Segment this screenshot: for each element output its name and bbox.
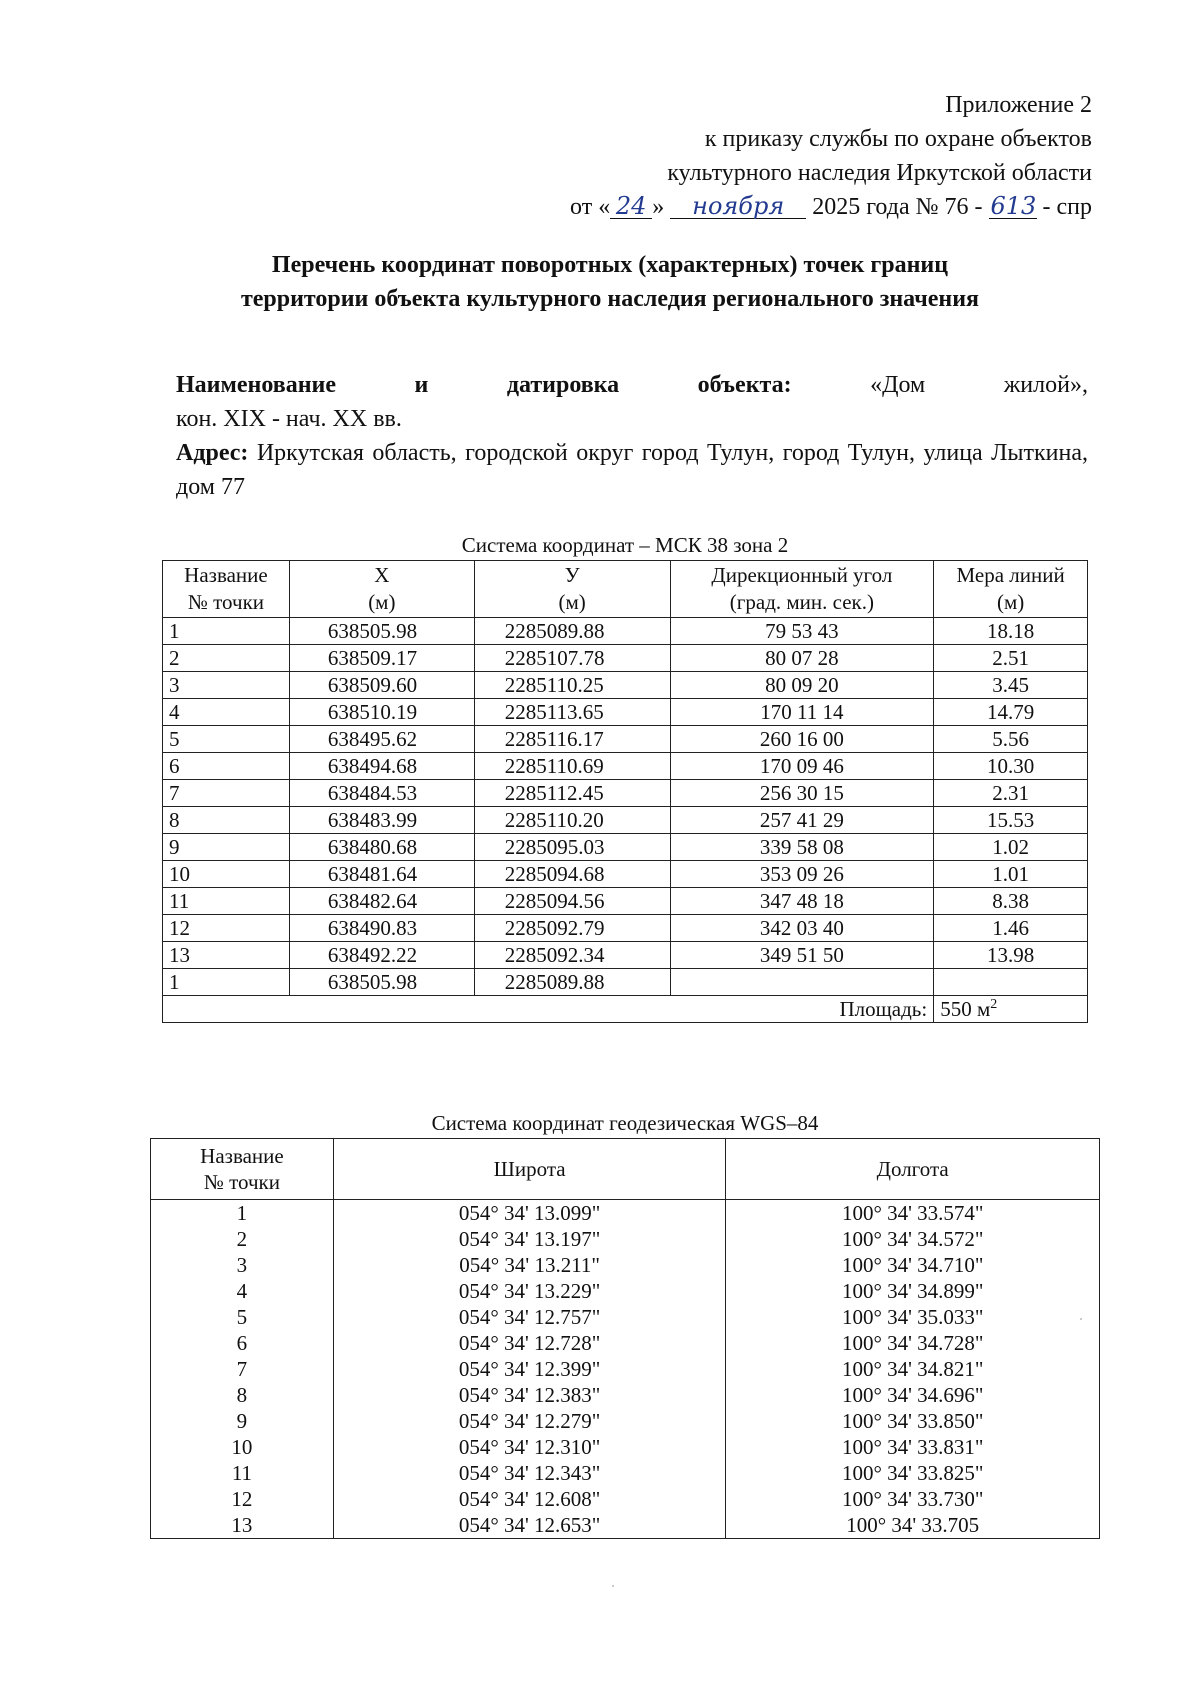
header-y: У (м) — [474, 561, 670, 618]
line-length-cell: 14.79 — [934, 699, 1088, 726]
latitude-cell: 054° 34' 12.757" — [333, 1304, 726, 1330]
y-coordinate-cell: 2285092.34 — [474, 942, 670, 969]
scan-speck — [612, 1585, 614, 1587]
point-name-cell: 6 — [163, 753, 290, 780]
area-label: Площадь: — [163, 996, 934, 1023]
direction-angle-cell: 170 11 14 — [670, 699, 934, 726]
point-name-cell: 13 — [163, 942, 290, 969]
longitude-cell: 100° 34' 33.831" — [726, 1434, 1100, 1460]
y-coordinate-cell: 2285094.68 — [474, 861, 670, 888]
table-row — [163, 915, 1088, 942]
y-coordinate-cell: 2285092.79 — [474, 915, 670, 942]
table-row — [151, 1408, 1100, 1434]
appendix-header — [570, 88, 1092, 224]
table1-header-row — [163, 561, 1088, 618]
table1-body — [163, 618, 1088, 996]
latitude-cell: 054° 34' 12.728" — [333, 1330, 726, 1356]
direction-angle-cell: 260 16 00 — [670, 726, 934, 753]
object-dating: кон. XIX - нач. XX вв. — [176, 406, 402, 432]
y-coordinate-cell: 2285089.88 — [474, 969, 670, 996]
line-length-cell: 1.46 — [934, 915, 1088, 942]
line-length-cell: 18.18 — [934, 618, 1088, 645]
table-row — [163, 861, 1088, 888]
x-coordinate-cell: 638483.99 — [289, 807, 474, 834]
point-name-cell: 8 — [151, 1382, 334, 1408]
point-name-cell: 5 — [151, 1304, 334, 1330]
y-coordinate-cell: 2285089.88 — [474, 618, 670, 645]
table-row — [151, 1226, 1100, 1252]
name-label-word-3: датировка — [506, 372, 620, 398]
title-line-1: Перечень координат поворотных (характерных) точек границ — [271, 252, 949, 278]
table2-header-row — [151, 1139, 1100, 1200]
x-coordinate-cell: 638494.68 — [289, 753, 474, 780]
header-point-name: Название № точки — [151, 1139, 334, 1200]
point-name-cell: 5 — [163, 726, 290, 753]
latitude-cell: 054° 34' 13.197" — [333, 1226, 726, 1252]
table-row — [151, 1356, 1100, 1382]
x-coordinate-cell: 638505.98 — [289, 618, 474, 645]
line-length-cell: 13.98 — [934, 942, 1088, 969]
handwritten-day: 24 — [610, 194, 652, 219]
point-name-cell: 11 — [151, 1460, 334, 1486]
latitude-cell: 054° 34' 13.211" — [333, 1252, 726, 1278]
point-name-cell: 1 — [163, 618, 290, 645]
y-coordinate-cell: 2285110.25 — [474, 672, 670, 699]
y-coordinate-cell: 2285110.20 — [474, 807, 670, 834]
direction-angle-cell: 80 07 28 — [670, 645, 934, 672]
latitude-cell: 054° 34' 13.229" — [333, 1278, 726, 1304]
latitude-cell: 054° 34' 12.343" — [333, 1460, 726, 1486]
area-exponent: 2 — [990, 996, 998, 1012]
order-date-line — [570, 190, 1092, 224]
table-row — [151, 1252, 1100, 1278]
line-length-cell: 3.45 — [934, 672, 1088, 699]
y-coordinate-cell: 2285116.17 — [474, 726, 670, 753]
name-label-word-2: и — [414, 372, 429, 398]
line-length-cell: 8.38 — [934, 888, 1088, 915]
handwritten-order-number: 613 — [990, 192, 1037, 220]
direction-angle-cell — [670, 969, 934, 996]
table-row — [151, 1486, 1100, 1512]
latitude-cell: 054° 34' 12.653" — [333, 1512, 726, 1539]
table-row — [163, 969, 1088, 996]
direction-angle-cell: 80 09 20 — [670, 672, 934, 699]
name-label-word-4: объекта: — [697, 372, 792, 398]
point-name-cell: 1 — [151, 1200, 334, 1227]
point-name-cell: 7 — [163, 780, 290, 807]
point-name-cell: 1 — [163, 969, 290, 996]
name-value-word-1: «Дом — [870, 372, 926, 398]
header-line-length: Мера линий (м) — [934, 561, 1088, 618]
longitude-cell: 100° 34' 34.821" — [726, 1356, 1100, 1382]
line-length-cell: 2.51 — [934, 645, 1088, 672]
table-row — [163, 807, 1088, 834]
header-x: X (м) — [289, 561, 474, 618]
object-address — [176, 436, 1088, 504]
latitude-cell: 054° 34' 12.399" — [333, 1356, 726, 1382]
latitude-cell: 054° 34' 12.310" — [333, 1434, 726, 1460]
line-length-cell: 15.53 — [934, 807, 1088, 834]
wgs84-coordinates-table — [150, 1138, 1100, 1539]
document-title — [150, 248, 1070, 316]
point-name-cell: 4 — [163, 699, 290, 726]
header-direction-angle: Дирекционный угол (град. мин. сек.) — [670, 561, 934, 618]
line-length-cell: 2.31 — [934, 780, 1088, 807]
table-row — [151, 1278, 1100, 1304]
x-coordinate-cell: 638509.17 — [289, 645, 474, 672]
y-coordinate-cell: 2285095.03 — [474, 834, 670, 861]
table-row — [163, 672, 1088, 699]
line-length-cell: 10.30 — [934, 753, 1088, 780]
y-coordinate-cell: 2285112.45 — [474, 780, 670, 807]
appendix-line-3: культурного наследия Иркутской области — [667, 160, 1092, 186]
table-row — [151, 1330, 1100, 1356]
point-name-cell: 6 — [151, 1330, 334, 1356]
direction-angle-cell: 339 58 08 — [670, 834, 934, 861]
x-coordinate-cell: 638505.98 — [289, 969, 474, 996]
latitude-cell: 054° 34' 12.279" — [333, 1408, 726, 1434]
x-coordinate-cell: 638490.83 — [289, 915, 474, 942]
x-coordinate-cell: 638509.60 — [289, 672, 474, 699]
table2-caption: Система координат геодезическая WGS–84 — [431, 1111, 819, 1135]
table-row — [163, 888, 1088, 915]
point-name-cell: 4 — [151, 1278, 334, 1304]
table-row — [163, 942, 1088, 969]
direction-angle-cell: 256 30 15 — [670, 780, 934, 807]
point-name-cell: 3 — [163, 672, 290, 699]
line-length-cell: 1.01 — [934, 861, 1088, 888]
point-name-cell: 11 — [163, 888, 290, 915]
latitude-cell: 054° 34' 13.099" — [333, 1200, 726, 1227]
point-name-cell: 10 — [163, 861, 290, 888]
longitude-cell: 100° 34' 34.899" — [726, 1278, 1100, 1304]
scan-speck — [1080, 1318, 1082, 1320]
x-coordinate-cell: 638480.68 — [289, 834, 474, 861]
longitude-cell: 100° 34' 34.696" — [726, 1382, 1100, 1408]
longitude-cell: 100° 34' 33.574" — [726, 1200, 1100, 1227]
date-prefix: от « — [570, 194, 611, 220]
object-info — [176, 368, 1088, 504]
x-coordinate-cell: 638482.64 — [289, 888, 474, 915]
appendix-line-1: Приложение 2 — [945, 92, 1092, 118]
table-row — [151, 1512, 1100, 1539]
line-length-cell — [934, 969, 1088, 996]
y-coordinate-cell: 2285113.65 — [474, 699, 670, 726]
address-value: Иркутская область, городской округ город Тулун, город Тулун, улица Лыткина, дом 77 — [176, 440, 1089, 500]
table-row — [151, 1434, 1100, 1460]
point-name-cell: 3 — [151, 1252, 334, 1278]
y-coordinate-cell: 2285110.69 — [474, 753, 670, 780]
longitude-cell: 100° 34' 34.728" — [726, 1330, 1100, 1356]
longitude-cell: 100° 34' 33.825" — [726, 1460, 1100, 1486]
x-coordinate-cell: 638484.53 — [289, 780, 474, 807]
point-name-cell: 9 — [163, 834, 290, 861]
latitude-cell: 054° 34' 12.608" — [333, 1486, 726, 1512]
table-row — [151, 1200, 1100, 1227]
line-length-cell: 1.02 — [934, 834, 1088, 861]
y-coordinate-cell: 2285107.78 — [474, 645, 670, 672]
appendix-line-2: к приказу службы по охране объектов — [704, 126, 1092, 152]
point-name-cell: 12 — [151, 1486, 334, 1512]
x-coordinate-cell: 638481.64 — [289, 861, 474, 888]
table-row — [163, 834, 1088, 861]
area-value: 550 $м^2$ — [934, 996, 1088, 1023]
x-coordinate-cell: 638510.19 — [289, 699, 474, 726]
title-line-2: территории объекта культурного наследия регионального значения — [240, 286, 980, 312]
longitude-cell: 100° 34' 34.572" — [726, 1226, 1100, 1252]
point-name-cell: 8 — [163, 807, 290, 834]
longitude-cell: 100° 34' 34.710" — [726, 1252, 1100, 1278]
handwritten-month: ноября — [670, 194, 806, 219]
table-row — [163, 699, 1088, 726]
direction-angle-cell: 342 03 40 — [670, 915, 934, 942]
point-name-cell: 9 — [151, 1408, 334, 1434]
date-mid: » — [652, 194, 665, 220]
longitude-cell: 100° 34' 33.850" — [726, 1408, 1100, 1434]
object-name-line — [176, 368, 1088, 402]
header-point-name: Название № точки — [163, 561, 290, 618]
address-label: Адрес: — [176, 440, 249, 466]
header-longitude: Долгота — [726, 1139, 1100, 1200]
table2-body — [151, 1200, 1100, 1539]
x-coordinate-cell: 638495.62 — [289, 726, 474, 753]
longitude-cell: 100° 34' 33.730" — [726, 1486, 1100, 1512]
direction-angle-cell: 79 53 43 — [670, 618, 934, 645]
msk-coordinates-table — [162, 560, 1088, 1023]
table-row — [151, 1304, 1100, 1330]
direction-angle-cell: 347 48 18 — [670, 888, 934, 915]
area-row — [163, 996, 1088, 1023]
name-value-word-2: жилой», — [1003, 372, 1088, 398]
point-name-cell: 12 — [163, 915, 290, 942]
table-row — [163, 753, 1088, 780]
direction-angle-cell: 257 41 29 — [670, 807, 934, 834]
latitude-cell: 054° 34' 12.383" — [333, 1382, 726, 1408]
point-name-cell: 10 — [151, 1434, 334, 1460]
point-name-cell: 13 — [151, 1512, 334, 1539]
table-row — [163, 780, 1088, 807]
date-suffix: 2025 года № 76 - — [812, 194, 983, 220]
table-row — [151, 1460, 1100, 1486]
direction-angle-cell: 349 51 50 — [670, 942, 934, 969]
table-row — [163, 726, 1088, 753]
line-length-cell: 5.56 — [934, 726, 1088, 753]
name-label-word-1: Наименование — [176, 372, 336, 398]
longitude-cell: 100° 34' 35.033" — [726, 1304, 1100, 1330]
point-name-cell: 2 — [163, 645, 290, 672]
table-row — [163, 645, 1088, 672]
order-suffix: - спр — [1042, 194, 1092, 220]
direction-angle-cell: 170 09 46 — [670, 753, 934, 780]
point-name-cell: 2 — [151, 1226, 334, 1252]
table1-caption: Система координат – МСК 38 зона 2 — [461, 533, 789, 557]
longitude-cell: 100° 34' 33.705 — [726, 1512, 1100, 1539]
table-row — [163, 618, 1088, 645]
x-coordinate-cell: 638492.22 — [289, 942, 474, 969]
header-latitude: Широта — [333, 1139, 726, 1200]
point-name-cell: 7 — [151, 1356, 334, 1382]
y-coordinate-cell: 2285094.56 — [474, 888, 670, 915]
direction-angle-cell: 353 09 26 — [670, 861, 934, 888]
table-row — [151, 1382, 1100, 1408]
